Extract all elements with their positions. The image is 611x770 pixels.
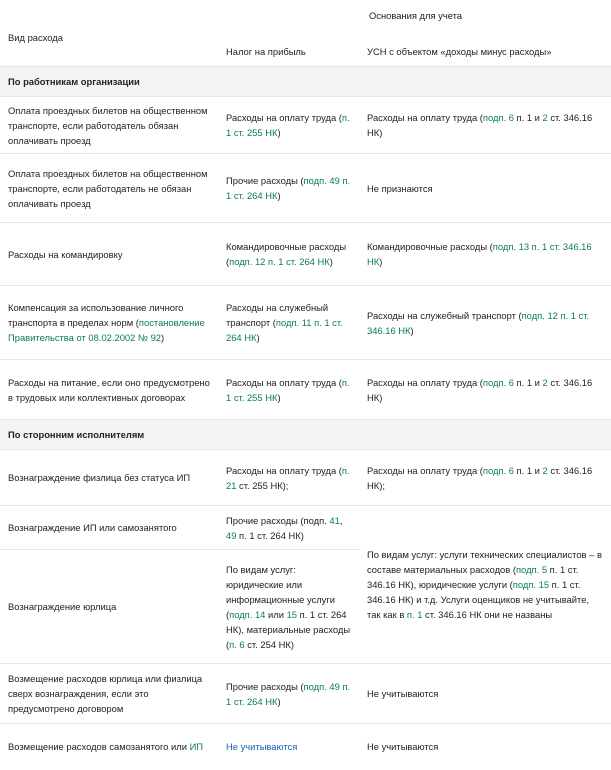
expense-type-cell: Вознаграждение юрлица [0,550,218,664]
law-link[interactable]: подп. 12 п. 1 ст. 346.16 НК [367,309,590,336]
table-row [0,154,611,223]
usn-cell: Командировочные расходы (подп. 13 п. 1 ст. 346.16 НК) [359,223,611,286]
section-row [0,420,611,450]
law-link[interactable]: п. 1 ст. 255 НК [226,112,350,138]
profit-tax-cell: Прочие расходы (подп. 41, 49 п. 1 ст. 264 НК) [218,506,359,550]
table-row [0,664,611,724]
profit-tax-cell: Расходы на оплату труда (п. 1 ст. 255 НК) [218,97,359,154]
table-row [0,724,611,770]
law-link[interactable]: подп. 6 [482,464,514,476]
section-employees: По работникам организации [0,67,611,97]
profit-tax-cell: Расходы на оплату труда (п. 1 ст. 255 НК) [218,360,359,420]
profit-tax-cell: Расходы на оплату труда (п. 21 ст. 255 НК); [218,450,359,506]
law-link[interactable]: подп. 12 п. 1 ст. 264 НК [229,256,330,267]
profit-tax-cell: Не учитываются [218,724,359,770]
law-link[interactable]: 2 [542,376,548,388]
law-link[interactable]: 2 [542,112,548,123]
profit-tax-cell: Прочие расходы (подп. 49 п. 1 ст. 264 НК) [218,154,359,223]
table-row [0,223,611,286]
law-link[interactable]: 15 [286,608,297,620]
usn-cell: По видам услуг: услуги технических специалистов – в составе материальных расходов (подп. 5 п. 1 ст. 346.16 НК), юридические услуги (подп. 15 п. 1 ст. 346.16 НК) и т.д. Услуги оценщиков не учитывайте, так как в п. 1 ст. 346.16 НК они не названы [359,506,611,664]
expense-type-cell: Расходы на командировку [0,223,218,286]
expense-type-cell: Возмещение расходов юрлица или физлица сверх вознаграждения, если это предусмотрено договором [0,664,218,724]
expense-type-cell: Оплата проездных билетов на общественном транспорте, если работодатель не обязан оплачивать проезд [0,154,218,223]
usn-cell: Расходы на оплату труда (подп. 6 п. 1 и 2 ст. 346.16 НК) [359,360,611,420]
law-link[interactable]: подп. 49 п. 1 ст. 264 НК [226,175,351,201]
table-row [0,286,611,360]
law-link[interactable]: п. 1 ст. 255 НК [226,376,350,403]
expense-type-cell: Оплата проездных билетов на общественном транспорте, если работодатель обязан оплачивать проезд [0,97,218,154]
law-link[interactable]: подп. 5 [515,564,548,575]
expense-type-cell: Вознаграждение ИП или самозанятого [0,506,218,550]
law-link[interactable]: 49 [226,529,237,541]
profit-tax-cell: По видам услуг: юридические или информационные услуги (подп. 14 или 15 п. 1 ст. 264 НК), материальные расходы (п. 6 ст. 254 НК) [218,550,359,664]
law-link[interactable]: подп. 49 п. 1 ст. 264 НК [226,680,351,707]
law-link[interactable]: п. 6 [229,638,245,650]
law-link[interactable]: подп. 11 п. 1 ст. 264 НК [226,317,343,343]
expense-type-cell: Расходы на питание, если оно предусмотрено в трудовых или коллективных договорах [0,360,218,420]
law-link[interactable]: подп. 14 [229,608,266,620]
table-row [0,97,611,154]
law-link[interactable]: 2 [542,464,548,476]
law-link[interactable]: п. 1 [406,609,423,620]
law-link[interactable]: ИП [189,741,204,753]
usn-cell: Не признаются [359,154,611,223]
section-row [0,67,611,97]
profit-tax-cell: Прочие расходы (подп. 49 п. 1 ст. 264 НК) [218,664,359,724]
law-link[interactable]: 41 [329,514,340,526]
table-row [0,360,611,420]
profit-tax-cell: Командировочные расходы (подп. 12 п. 1 ст. 264 НК) [218,223,359,286]
law-link[interactable]: подп. 6 [482,376,514,388]
law-link[interactable]: постановление Правительства от 08.02.2002 № 92 [8,317,205,343]
law-link[interactable]: подп. 13 п. 1 ст. 346.16 НК [367,241,592,267]
usn-cell: Расходы на служебный транспорт (подп. 12 п. 1 ст. 346.16 НК) [359,286,611,360]
law-link[interactable]: подп. 6 [482,112,514,123]
usn-cell: Не учитываются [359,724,611,770]
expense-type-cell: Компенсация за использование личного транспорта в пределах норм (постановление Правительства от 08.02.2002 № 92) [0,286,218,360]
section-contractors: По сторонним исполнителям [0,420,611,450]
usn-cell: Расходы на оплату труда (подп. 6 п. 1 и 2 ст. 346.16 НК); [359,450,611,506]
profit-tax-cell: Расходы на служебный транспорт (подп. 11 п. 1 ст. 264 НК) [218,286,359,360]
expense-type-cell: Вознаграждение физлица без статуса ИП [0,450,218,506]
header-profit-tax: Налог на прибыль [226,45,306,57]
table-row [0,450,611,506]
law-link[interactable]: п. 21 [226,464,350,491]
header-usn: УСН с объектом «доходы минус расходы» [367,45,552,57]
expense-type-cell: Возмещение расходов самозанятого или ИП [0,724,218,770]
usn-cell: Расходы на оплату труда (подп. 6 п. 1 и 2 ст. 346.16 НК) [359,97,611,154]
header-accounting-basis: Основания для учета [368,10,463,21]
table-row [0,506,611,550]
law-link[interactable]: подп. 15 [512,579,550,590]
header-expense-type: Вид расхода [8,31,63,43]
usn-cell: Не учитываются [359,664,611,724]
